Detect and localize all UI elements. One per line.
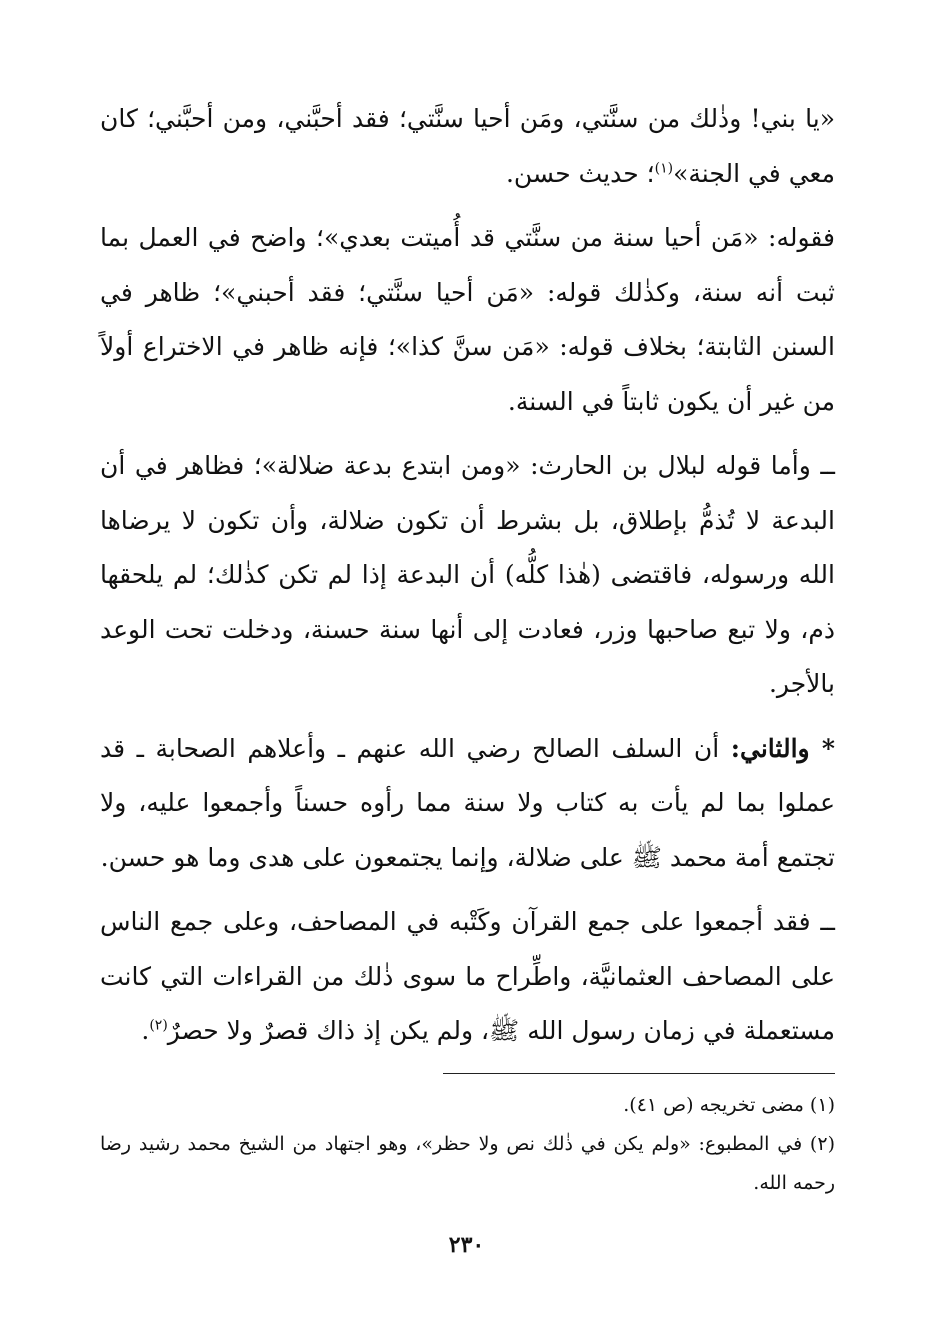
footnotes [100,1086,835,1203]
paragraph-2: فقوله: «مَن أحيا سنة من سنَّتي قد أُميتت بعدي»؛ واضح في العمل بما ثبت أنه سنة، وكذٰلك قوله: «مَن أحيا سنَّتي؛ فقد أحبني»؛ ظاهر في السنن الثابتة؛ بخلاف قوله: «مَن سنَّ كذا»؛ فإنه ظاهر في الاختراع أولاً من غير أن يكون ثابتاً في السنة. [100,223,835,416]
footnote-ref-1: (١) [654,160,674,177]
paragraph-3: ــ وأما قوله لبلال بن الحارث: «ومن ابتدع بدعة ضلالة»؛ فظاهر في أن البدعة لا تُذمُّ بإطلاق، بل بشرط أن تكون ضلالة، وأن تكون لا يرضاها الله ورسوله، فاقتضى (هٰذا كلُّه) أن البدعة إذا لم تكن كذٰلك؛ لم يلحقها ذم، ولا تبع صاحبها وزر، فعادت إلى أنها سنة حسنة، ودخلت تحت الوعد بالأجر. [100,451,835,698]
paragraph-1 [100,92,835,201]
paragraph-1-tail: ؛ حديث حسن. [505,158,655,188]
paragraph-4-text: أن السلف الصالح رضي الله عنهم ـ وأعلاهم الصحابة ـ قد عملوا بما لم يأت به كتاب ولا سنة مما رأوه حسناً وأجمعوا عليه، ولا تجتمع أمة محمد ﷺ على ضلالة، وإنما يجتمعون على هدى وما هو حسن. [100,733,835,872]
footnote-ref-2: (٢) [149,1017,168,1034]
paragraph-4 [100,722,835,886]
main-text [100,92,835,1071]
paragraph-4-lead: * والثاني: [730,733,835,763]
paragraph-5-text: ــ فقد أجمعوا على جمع القرآن وكَتْبه في المصاحف، وعلى جمع الناس على المصاحف العثمانيَّة، واطِّراح ما سوى ذٰلك من القراءات التي كانت مستعملة في زمان رسول الله ﷺ، ولم يكن إذ ذاك قصرٌ ولا حصرٌ [100,907,835,1045]
paragraph-1-text: «يا بني! وذٰلك من سنَّتي، ومَن أحيا سنَّتي؛ فقد أحبَّني، ومن أحبَّني؛ كان معي في الجنة» [100,104,835,188]
page-number: ٢٣٠ [448,1232,485,1258]
footnote-divider [443,1073,835,1074]
paragraph-5 [100,895,835,1059]
footnote-2: (٢) في المطبوع: «ولم يكن في ذٰلك نص ولا حظر»، وهو اجتهاد من الشيخ محمد رشيد رضا رحمه الله. [100,1133,835,1194]
footnote-1: (١) مضى تخريجه (ص ٤١). [623,1094,835,1116]
paragraph-5-tail: . [141,1016,150,1045]
